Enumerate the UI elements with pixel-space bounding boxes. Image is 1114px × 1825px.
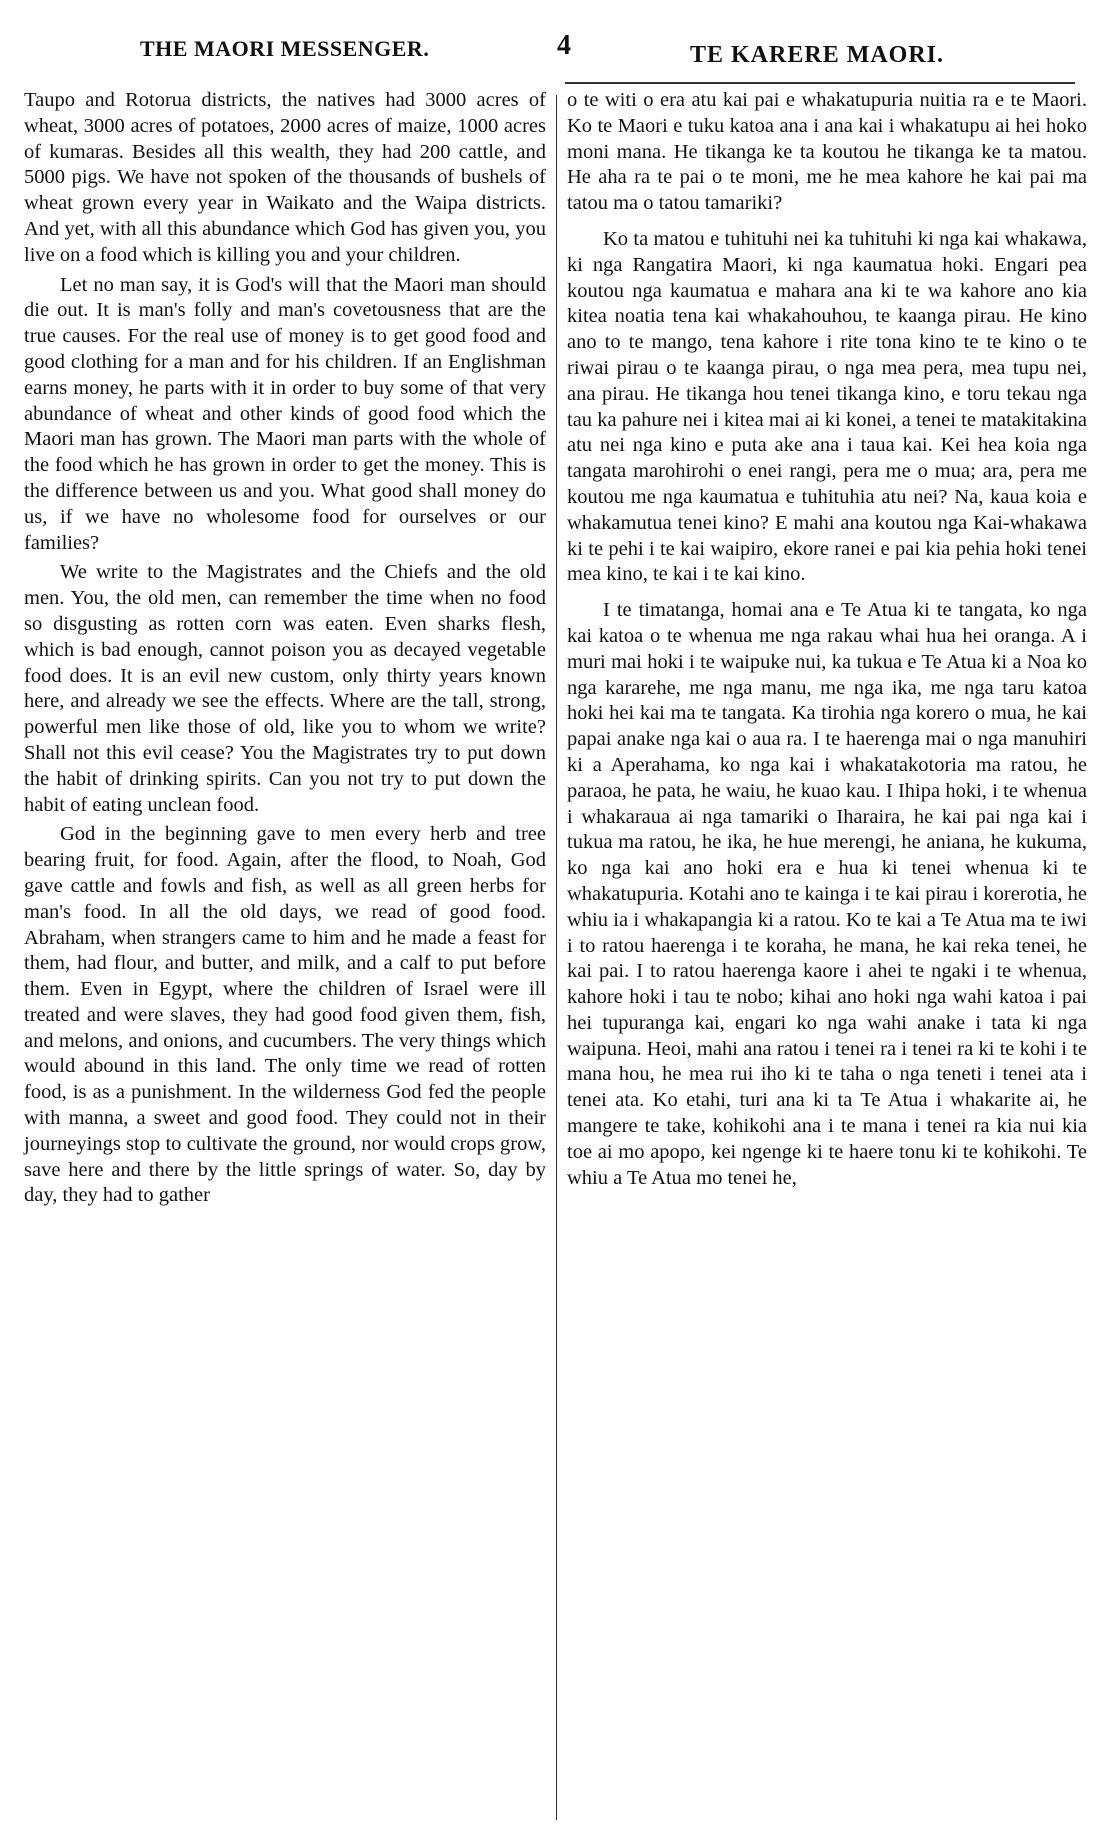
- page-number: 4: [557, 30, 572, 61]
- page-header: [0, 28, 1114, 68]
- column-divider: [556, 95, 557, 1820]
- english-paragraph-3: We write to the Magistrates and the Chiefs and the old men. You, the old men, can remember the time when no food so disgusting as rotten corn was eaten. Even sharks flesh, which is bad enough, cannot poison you as decayed vegetable food does. It is an evil new custom, only thirty years known here, and already we see the effects. Where are the tall, strong, powerful men like those of old, like you to whom we write? Shall not this evil cease? You the Magistrates try to put down the habit of drinking spirits. Can you not try to put down the habit of eating unclean food.: [24, 561, 546, 816]
- maori-paragraph-3: I te timatanga, homai ana e Te Atua ki te tangata, ko nga kai katoa o te whenua me nga rakau whai hua hei oranga. A i muri mai hoki i te waipuke nui, ka tukua e Te Atua ki a Noa ko nga kararehe, me nga manu, me nga ika, me nga taru katoa hoki hei kai ma te tangata. Ka tirohia nga korero o mua, he kai papai anake nga kai o aua ra. I te haerenga mai o nga manuhiri ki a Aperahama, ko nga kai i whakatakotoria ma ratou, he paraoa, he pata, he waiu, he kuao kau. I Ihipa hoki, i te whenua i whakaraua ai nga tamariki o Iharaira, he kai pai nga kai i tukua ma ratou, he ika, he hue merengi, he aniana, he kukuma, ko nga kai ano hoki era e hua ki tenei whenua ki te whakatupuria. Kotahi ano te kainga i te kai pirau i korerotia, he whiu ia i whakapangia ki a ratou. Ko te kai a Te Atua ma te iwi i to ratou haerenga i te koraha, he mana, he kai reka tenei, he kai pai. I to ratou haerenga kaore i ahei te ngaki i te whenua, kahore hoki i tau te nobo; kihai ano hoki nga wahi katoa i pai hei tupuranga kai, engari ko nga wahi anake i tata ki nga waipuna. Heoi, mahi ana ratou i tenei ra i tenei ra ki te kohi i te mana hou, he mea rui iho ki te taha o nga teneti i tenei ata i tenei ata. Ko etahi, turi ana ki ta Te Atua i whakarite ai, he mangere te take, kohikohi ana i te mana i tenei ra kia nui kia toe ai mo apopo, kei ngenge ki te haere tonu ki te kohikohi. Te whiu a Te Atua mo tenei he,: [567, 599, 1087, 1189]
- maori-paragraph-2: Ko ta matou e tuhituhi nei ka tuhituhi ki nga kai whakawa, ki nga Rangatira Maori, ki nga kaumatua hoki. Engari pea koutou nga kaumatua e mahara ana ki te wa kahore ano kia kitea noatia tena kai whakahouhou, te kaanga pirau. He kino ano to te mango, tena kahore i rite tona kino te te kino o te riwai pirau o te kaanga pirau, o nga mea pera, mea tupu nei, ana pirau. He tikanga hou tenei tikanga kino, e toru tekau nga tau ka pahure nei i kitea mai ai ki konei, a tenei te matakitakina atu nei nga kino e puta ake ana i taua kai. Kei hea koia nga tangata marohirohi o enei rangi, pera me o mua; ara, pera me koutou me nga kaumatua e tuhituhia atu nei? Na, kaua koia e whakamutua tenei kino? E mahi ana koutou nga Kai-whakawa ki te pehi i te kai waipiro, ekore ranei e pai kia pehia hoki tenei mea kino, te kai i te kai kino.: [567, 227, 1087, 586]
- english-paragraph-4: God in the beginning gave to men every herb and tree bearing fruit, for food. Again, after the flood, to Noah, God gave cattle and fowls and fish, as well as all green herbs for man's food. In all the old days, we read of good food. Abraham, when strangers came to him and he made a feast for them, had flour, and butter, and milk, and a calf to put before them. Even in Egypt, where the children of Israel were ill treated and were slaves, they had good food given them, fish, and melons, and onions, and cucumbers. The very things which would abound in this land. The only time we read of rotten food, is as a punishment. In the wilderness God fed the people with manna, a sweet and good food. They could not in their journeyings stop to cultivate the ground, nor would crops grow, save here and there by the little springs of water. So, day by day, they had to gather: [24, 823, 546, 1207]
- maori-masthead-title: TE KARERE MAORI.: [690, 42, 945, 68]
- english-paragraph-1: Taupo and Rotorua districts, the natives had 3000 acres of wheat, 3000 acres of potatoes, 2000 acres of maize, 1000 acres of kumaras. Besides all this wealth, they had 200 cattle, and 5000 pigs. We have not spoken of the thousands of bushels of wheat grown every year in Waikato and the Waipa districts. And yet, with all this abundance which God has given you, you live on a food which is killing you and your children.: [24, 89, 546, 266]
- header-rule: [565, 82, 1075, 84]
- english-paragraph-2: Let no man say, it is God's will that the Maori man should die out. It is man's folly and man's covetousness that are the true causes. For the real use of money is to get good food and good clothing for a man and for his children. If an Englishman earns money, he parts with it in order to buy some of that very abundance of wheat and other kinds of good food which the Maori man has grown. The Maori man parts with the whole of the food which he has grown in order to get the money. This is the difference between us and you. What good shall money do us, if we have no wholesome food for ourselves or our families?: [24, 273, 546, 554]
- english-masthead-title: THE MAORI MESSENGER.: [140, 36, 430, 61]
- maori-column: [567, 88, 1087, 1191]
- english-column: [24, 88, 546, 1209]
- maori-paragraph-1: o te witi o era atu kai pai e whakatupuria nuitia ra e te Maori. Ko te Maori e tuku katoa ana i ana kai i whakatupu ai hei hoko moni mana. He tikanga ke ta koutou he tikanga ke ta matou. He aha ra te pai o te moni, me he mea kahore he kai pai ma tatou ma o tatou tamariki?: [567, 89, 1087, 215]
